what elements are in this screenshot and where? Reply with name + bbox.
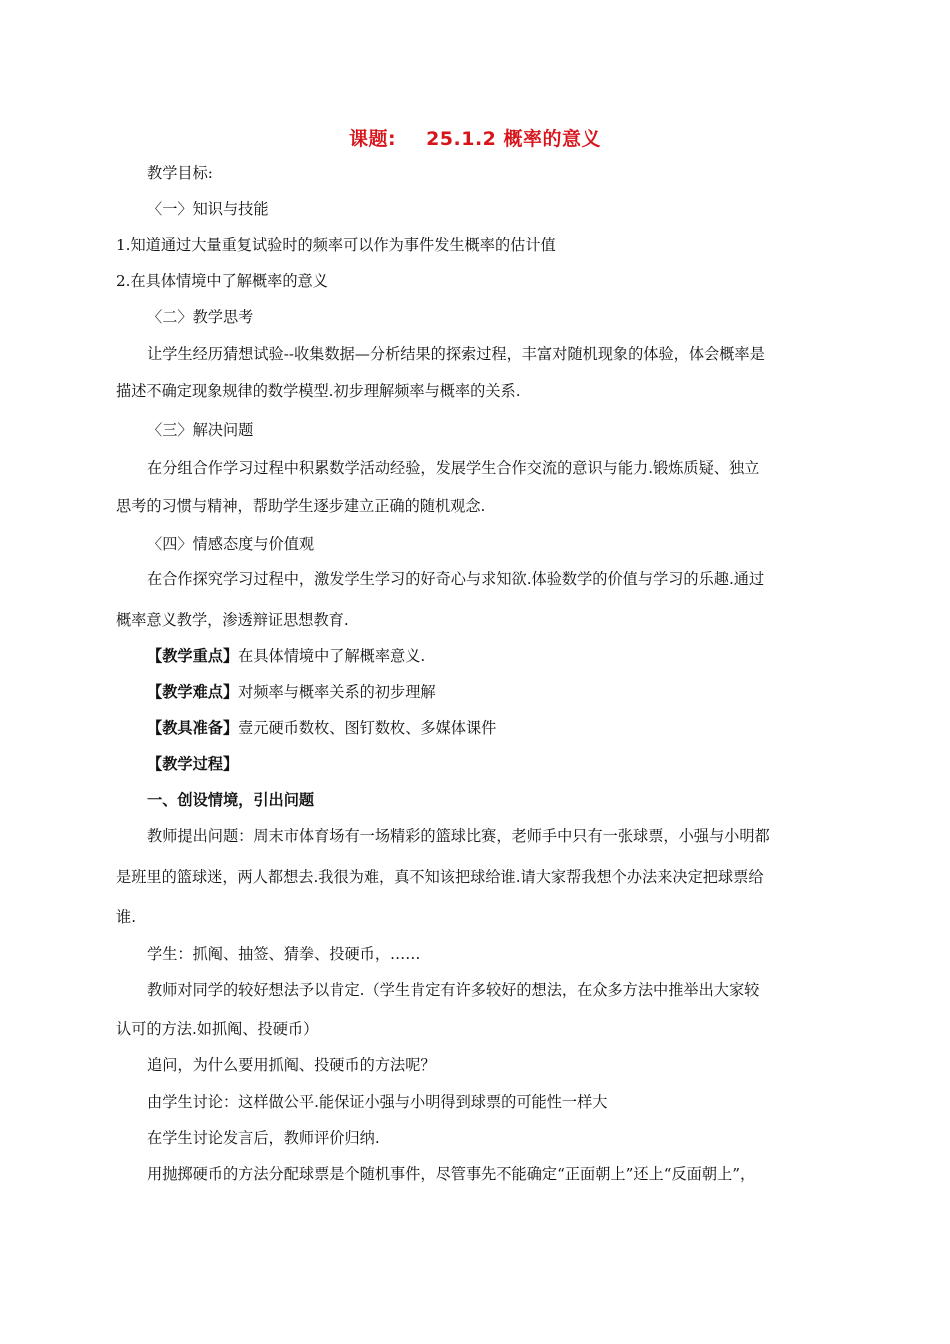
part-1-p5: 由学生讨论：这样做公平.能保证小强与小明得到球票的可能性一样大 — [147, 1093, 608, 1111]
tools-text: 壹元硬币数枚、图钉数枚、多媒体课件 — [238, 719, 497, 737]
part-1-p3-line-1: 教师对同学的较好想法予以肯定.（学生肯定有许多较好的想法，在众多方法中推举出大家较 — [147, 981, 760, 999]
tools — [147, 718, 867, 738]
part-1-p3-line-2: 认可的方法.如抓阄、投硬币） — [116, 1020, 319, 1038]
section-3-line-2: 思考的习惯与精神，帮助学生逐步建立正确的随机观念. — [116, 497, 486, 515]
part-1-p4: 追问，为什么要用抓阄、投硬币的方法呢？ — [147, 1056, 436, 1074]
section-1-item-2: 2.在具体情境中了解概率的意义 — [116, 272, 328, 290]
part-1-p1-line-1: 教师提出问题：周末市体育场有一场精彩的篮球比赛，老师手中只有一张球票，小强与小明都 — [147, 827, 770, 845]
part-1-p1-line-2: 是班里的篮球迷，两人都想去.我很为难，真不知该把球给谁.请大家帮我想个办法来决定把球票给 — [116, 868, 764, 886]
key-points-label: 【教学重点】 — [147, 647, 239, 665]
part-1-p1-line-3: 谁. — [116, 908, 137, 926]
key-points-text: 在具体情境中了解概率意义. — [238, 647, 426, 665]
difficulties-label: 【教学难点】 — [147, 683, 239, 701]
section-1-item-1: 1.知道通过大量重复试验时的频率可以作为事件发生概率的估计值 — [116, 236, 556, 254]
difficulties — [147, 682, 867, 702]
key-points — [147, 646, 867, 666]
section-2-line-1: 让学生经历猜想试验--收集数据—分析结果的探索过程，丰富对随机现象的体验，体会概率是 — [147, 345, 765, 363]
tools-label: 【教具准备】 — [147, 719, 239, 737]
section-2-line-2: 描述不确定现象规律的数学模型.初步理解频率与概率的关系. — [116, 382, 521, 400]
part-1-p6: 在学生讨论发言后，教师评价归纳. — [147, 1129, 380, 1147]
part-1-p2: 学生：抓阄、抽签、猜拳、投硬币，…… — [147, 945, 421, 963]
section-2-heading: 〈二〉教学思考 — [147, 308, 254, 326]
part-1-p7: 用抛掷硬币的方法分配球票是个随机事件，尽管事先不能确定“正面朝上”还上“反面朝上”， — [147, 1165, 756, 1183]
section-4-line-1: 在合作探究学习过程中，激发学生学习的好奇心与求知欲.体验数学的价值与学习的乐趣.通过 — [147, 570, 765, 588]
section-3-heading: 〈三〉解决问题 — [147, 421, 254, 439]
section-4-line-2: 概率意义教学，渗透辩证思想教育. — [116, 611, 349, 629]
process-label: 【教学过程】 — [147, 755, 239, 773]
part-1-heading: 一、创设情境，引出问题 — [147, 791, 315, 809]
section-4-heading: 〈四〉情感态度与价值观 — [147, 535, 315, 553]
objectives-heading: 教学目标: — [147, 164, 213, 182]
title-prefix: 课题: — [348, 128, 397, 150]
page-title — [0, 124, 950, 151]
title-text: 25.1.2 概率的意义 — [426, 128, 602, 150]
section-1-heading: 〈一〉知识与技能 — [147, 200, 269, 218]
difficulties-text: 对频率与概率关系的初步理解 — [238, 683, 436, 701]
section-3-line-1: 在分组合作学习过程中积累数学活动经验，发展学生合作交流的意识与能力.锻炼质疑、独立 — [147, 459, 760, 477]
